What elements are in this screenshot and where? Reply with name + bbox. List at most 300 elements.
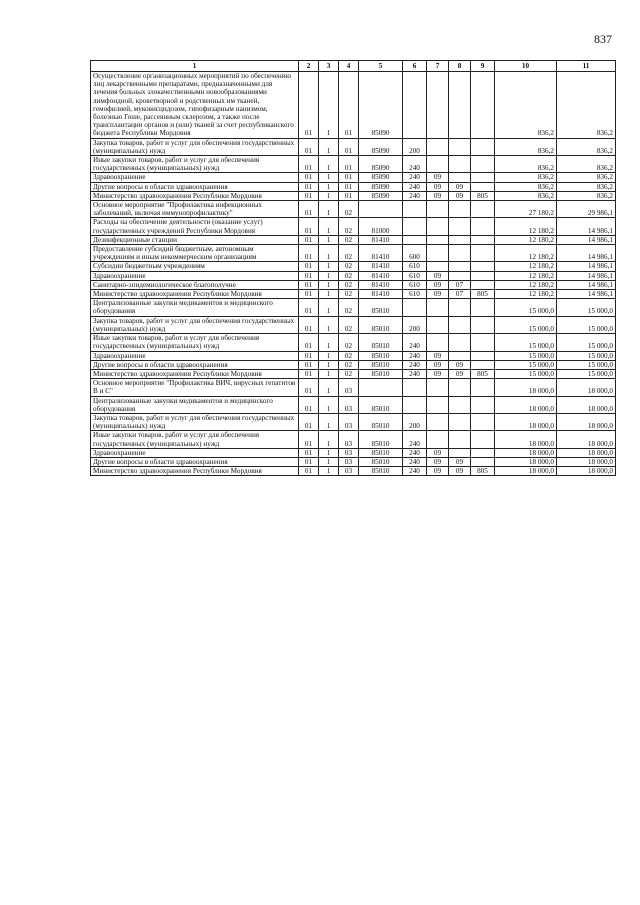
amount-year2-cell: 18 000,0 [557, 457, 616, 466]
ministry-code-cell [471, 72, 495, 139]
amount-year1-cell: 836,2 [495, 72, 557, 139]
amount-year2-cell: 15 000,0 [557, 334, 616, 351]
expense-type-cell: 240 [403, 156, 427, 173]
column-header: 2 [299, 61, 319, 72]
table-row [91, 280, 616, 289]
column-header: 1 [91, 61, 299, 72]
row-name-cell: Субсидии бюджетным учреждениям [91, 262, 299, 271]
subsection-cell: 09 [449, 467, 471, 476]
direction-code-cell: 85090 [359, 156, 403, 173]
subprogram-code-cell: 1 [319, 369, 339, 378]
amount-year1-cell: 27 180,2 [495, 201, 557, 218]
column-header: 10 [495, 61, 557, 72]
subprogram-code-cell: 1 [319, 448, 339, 457]
table-row [91, 271, 616, 280]
program-code-cell: 01 [299, 299, 319, 316]
column-header: 7 [427, 61, 449, 72]
program-code-cell: 01 [299, 396, 319, 413]
row-name-cell: Закупка товаров, работ и услуг для обеспечения государственных (муниципальных) нужд [91, 316, 299, 333]
direction-code-cell: 81000 [359, 218, 403, 235]
program-code-cell: 01 [299, 431, 319, 448]
ministry-code-cell: 805 [471, 369, 495, 378]
column-header: 3 [319, 61, 339, 72]
amount-year1-cell: 18 000,0 [495, 448, 557, 457]
section-cell [427, 218, 449, 235]
row-name-cell: Здравоохранение [91, 271, 299, 280]
subsection-cell [449, 448, 471, 457]
direction-code-cell: 81410 [359, 290, 403, 299]
section-cell [427, 156, 449, 173]
budget-table [90, 60, 616, 476]
row-name-cell: Предоставление субсидий бюджетным, автономным учреждениям и иным некоммерческим организациям [91, 245, 299, 262]
row-name-cell: Закупка товаров, работ и услуг для обеспечения государственных (муниципальных) нужд [91, 138, 299, 155]
subprogram-code-cell: 1 [319, 396, 339, 413]
row-name-cell: Централизованные закупки медикаментов и медицинского оборудования [91, 396, 299, 413]
section-cell: 09 [427, 280, 449, 289]
section-cell: 09 [427, 360, 449, 369]
event-code-cell: 01 [339, 191, 359, 200]
subprogram-code-cell: 1 [319, 271, 339, 280]
column-header: 11 [557, 61, 616, 72]
table-row [91, 182, 616, 191]
table-row [91, 235, 616, 244]
expense-type-cell: 200 [403, 413, 427, 430]
amount-year2-cell: 14 986,1 [557, 245, 616, 262]
amount-year2-cell: 836,2 [557, 173, 616, 182]
row-name-cell: Министерство здравоохранения Республики Мордовия [91, 467, 299, 476]
event-code-cell: 03 [339, 467, 359, 476]
amount-year1-cell: 18 000,0 [495, 457, 557, 466]
subsection-cell [449, 299, 471, 316]
direction-code-cell: 85010 [359, 360, 403, 369]
amount-year2-cell: 15 000,0 [557, 369, 616, 378]
amount-year2-cell: 15 000,0 [557, 316, 616, 333]
subprogram-code-cell: 1 [319, 457, 339, 466]
subsection-cell: 09 [449, 182, 471, 191]
amount-year1-cell: 15 000,0 [495, 334, 557, 351]
ministry-code-cell [471, 413, 495, 430]
amount-year1-cell: 836,2 [495, 191, 557, 200]
table-row [91, 201, 616, 218]
ministry-code-cell [471, 245, 495, 262]
event-code-cell: 02 [339, 235, 359, 244]
direction-code-cell: 85010 [359, 431, 403, 448]
program-code-cell: 01 [299, 173, 319, 182]
ministry-code-cell [471, 360, 495, 369]
subsection-cell: 09 [449, 360, 471, 369]
amount-year2-cell: 14 986,1 [557, 262, 616, 271]
amount-year1-cell: 18 000,0 [495, 396, 557, 413]
direction-code-cell: 85010 [359, 299, 403, 316]
table-row [91, 218, 616, 235]
direction-code-cell: 81410 [359, 262, 403, 271]
subsection-cell [449, 235, 471, 244]
event-code-cell: 02 [339, 334, 359, 351]
row-name-cell: Иные закупки товаров, работ и услуг для обеспечения государственных (муниципальных) нужд [91, 156, 299, 173]
program-code-cell: 01 [299, 235, 319, 244]
event-code-cell: 03 [339, 457, 359, 466]
subprogram-code-cell: 1 [319, 245, 339, 262]
subprogram-code-cell: 1 [319, 280, 339, 289]
amount-year2-cell: 14 986,1 [557, 280, 616, 289]
amount-year1-cell: 12 180,2 [495, 290, 557, 299]
program-code-cell: 01 [299, 271, 319, 280]
subsection-cell [449, 156, 471, 173]
program-code-cell: 01 [299, 280, 319, 289]
event-code-cell: 02 [339, 369, 359, 378]
amount-year2-cell: 18 000,0 [557, 413, 616, 430]
amount-year1-cell: 836,2 [495, 138, 557, 155]
expense-type-cell [403, 201, 427, 218]
subsection-cell [449, 431, 471, 448]
program-code-cell: 01 [299, 467, 319, 476]
ministry-code-cell [471, 262, 495, 271]
table-row [91, 245, 616, 262]
expense-type-cell: 610 [403, 262, 427, 271]
ministry-code-cell [471, 201, 495, 218]
program-code-cell: 01 [299, 262, 319, 271]
amount-year1-cell: 18 000,0 [495, 413, 557, 430]
row-name-cell: Другие вопросы в области здравоохранения [91, 457, 299, 466]
row-name-cell: Иные закупки товаров, работ и услуг для обеспечения государственных (муниципальных) нужд [91, 431, 299, 448]
event-code-cell: 03 [339, 396, 359, 413]
program-code-cell: 01 [299, 334, 319, 351]
table-row [91, 413, 616, 430]
ministry-code-cell [471, 280, 495, 289]
direction-code-cell: 81410 [359, 271, 403, 280]
amount-year1-cell: 18 000,0 [495, 467, 557, 476]
table-row [91, 467, 616, 476]
table-row [91, 138, 616, 155]
event-code-cell: 03 [339, 431, 359, 448]
amount-year1-cell: 836,2 [495, 156, 557, 173]
expense-type-cell: 240 [403, 173, 427, 182]
expense-type-cell: 240 [403, 457, 427, 466]
subprogram-code-cell: 1 [319, 360, 339, 369]
subprogram-code-cell: 1 [319, 138, 339, 155]
row-name-cell: Здравоохранение [91, 448, 299, 457]
amount-year2-cell: 18 000,0 [557, 379, 616, 396]
direction-code-cell [359, 201, 403, 218]
amount-year1-cell: 15 000,0 [495, 299, 557, 316]
direction-code-cell: 85010 [359, 316, 403, 333]
program-code-cell: 01 [299, 72, 319, 139]
row-name-cell: Основное мероприятие "Профилактика ВИЧ, вирусных гепатитов В и С" [91, 379, 299, 396]
expense-type-cell: 610 [403, 280, 427, 289]
section-cell [427, 396, 449, 413]
subsection-cell [449, 334, 471, 351]
direction-code-cell: 85010 [359, 467, 403, 476]
program-code-cell: 01 [299, 201, 319, 218]
event-code-cell: 03 [339, 448, 359, 457]
direction-code-cell: 85010 [359, 369, 403, 378]
subprogram-code-cell: 1 [319, 262, 339, 271]
table-row [91, 396, 616, 413]
table-row [91, 173, 616, 182]
amount-year1-cell: 18 000,0 [495, 379, 557, 396]
subprogram-code-cell: 1 [319, 235, 339, 244]
table-row [91, 262, 616, 271]
program-code-cell: 01 [299, 218, 319, 235]
table-row [91, 156, 616, 173]
subsection-cell [449, 245, 471, 262]
subprogram-code-cell: 1 [319, 182, 339, 191]
section-cell [427, 316, 449, 333]
direction-code-cell: 85090 [359, 138, 403, 155]
direction-code-cell: 85090 [359, 191, 403, 200]
ministry-code-cell [471, 235, 495, 244]
section-cell: 09 [427, 173, 449, 182]
amount-year2-cell: 15 000,0 [557, 351, 616, 360]
program-code-cell: 01 [299, 413, 319, 430]
section-cell: 09 [427, 467, 449, 476]
row-name-cell: Министерство здравоохранения Республики Мордовия [91, 290, 299, 299]
subsection-cell [449, 271, 471, 280]
section-cell: 09 [427, 457, 449, 466]
subprogram-code-cell: 1 [319, 191, 339, 200]
table-row [91, 290, 616, 299]
direction-code-cell: 85090 [359, 182, 403, 191]
expense-type-cell [403, 72, 427, 139]
amount-year2-cell: 836,2 [557, 72, 616, 139]
column-header: 4 [339, 61, 359, 72]
table-row [91, 379, 616, 396]
ministry-code-cell: 805 [471, 290, 495, 299]
section-cell: 09 [427, 351, 449, 360]
column-header: 9 [471, 61, 495, 72]
subprogram-code-cell: 1 [319, 201, 339, 218]
subsection-cell: 07 [449, 290, 471, 299]
subprogram-code-cell: 1 [319, 316, 339, 333]
ministry-code-cell [471, 271, 495, 280]
amount-year2-cell: 18 000,0 [557, 467, 616, 476]
ministry-code-cell [471, 138, 495, 155]
section-cell: 09 [427, 271, 449, 280]
ministry-code-cell [471, 334, 495, 351]
event-code-cell: 03 [339, 379, 359, 396]
ministry-code-cell [471, 351, 495, 360]
expense-type-cell: 240 [403, 351, 427, 360]
section-cell: 09 [427, 369, 449, 378]
table-row [91, 334, 616, 351]
section-cell: 09 [427, 191, 449, 200]
amount-year1-cell: 836,2 [495, 173, 557, 182]
direction-code-cell: 81410 [359, 280, 403, 289]
table-row [91, 431, 616, 448]
subprogram-code-cell: 1 [319, 290, 339, 299]
event-code-cell: 02 [339, 360, 359, 369]
ministry-code-cell [471, 431, 495, 448]
subsection-cell [449, 201, 471, 218]
amount-year1-cell: 15 000,0 [495, 369, 557, 378]
section-cell [427, 201, 449, 218]
subprogram-code-cell: 1 [319, 334, 339, 351]
subprogram-code-cell: 1 [319, 379, 339, 396]
direction-code-cell: 81410 [359, 235, 403, 244]
program-code-cell: 01 [299, 245, 319, 262]
table-row [91, 299, 616, 316]
amount-year2-cell: 836,2 [557, 191, 616, 200]
column-header: 8 [449, 61, 471, 72]
direction-code-cell: 85010 [359, 334, 403, 351]
section-cell: 09 [427, 448, 449, 457]
subprogram-code-cell: 1 [319, 467, 339, 476]
table-row [91, 191, 616, 200]
event-code-cell: 02 [339, 201, 359, 218]
ministry-code-cell [471, 156, 495, 173]
section-cell [427, 262, 449, 271]
program-code-cell: 01 [299, 448, 319, 457]
ministry-code-cell [471, 457, 495, 466]
section-cell [427, 413, 449, 430]
amount-year2-cell: 836,2 [557, 182, 616, 191]
section-cell [427, 431, 449, 448]
ministry-code-cell [471, 396, 495, 413]
expense-type-cell: 240 [403, 448, 427, 457]
program-code-cell: 01 [299, 156, 319, 173]
row-name-cell: Централизованные закупки медикаментов и медицинского оборудования [91, 299, 299, 316]
page-number: 837 [594, 32, 612, 46]
row-name-cell: Иные закупки товаров, работ и услуг для обеспечения государственных (муниципальных) нужд [91, 334, 299, 351]
event-code-cell: 01 [339, 138, 359, 155]
subsection-cell [449, 396, 471, 413]
table-row [91, 351, 616, 360]
table-row [91, 72, 616, 139]
amount-year1-cell: 12 180,2 [495, 218, 557, 235]
amount-year2-cell: 836,2 [557, 138, 616, 155]
subprogram-code-cell: 1 [319, 299, 339, 316]
event-code-cell: 01 [339, 173, 359, 182]
row-name-cell: Дезинфекционные станции [91, 235, 299, 244]
amount-year2-cell: 14 986,1 [557, 218, 616, 235]
table-row [91, 360, 616, 369]
event-code-cell: 02 [339, 290, 359, 299]
subsection-cell [449, 262, 471, 271]
amount-year1-cell: 15 000,0 [495, 351, 557, 360]
event-code-cell: 03 [339, 413, 359, 430]
column-header: 6 [403, 61, 427, 72]
amount-year1-cell: 15 000,0 [495, 360, 557, 369]
program-code-cell: 01 [299, 369, 319, 378]
section-cell [427, 299, 449, 316]
subsection-cell [449, 72, 471, 139]
section-cell [427, 235, 449, 244]
section-cell [427, 334, 449, 351]
expense-type-cell: 240 [403, 191, 427, 200]
section-cell [427, 72, 449, 139]
event-code-cell: 02 [339, 280, 359, 289]
section-cell [427, 138, 449, 155]
subsection-cell [449, 351, 471, 360]
amount-year1-cell: 18 000,0 [495, 431, 557, 448]
subprogram-code-cell: 1 [319, 72, 339, 139]
program-code-cell: 01 [299, 290, 319, 299]
expense-type-cell [403, 299, 427, 316]
ministry-code-cell [471, 379, 495, 396]
subsection-cell [449, 316, 471, 333]
subprogram-code-cell: 1 [319, 431, 339, 448]
program-code-cell: 01 [299, 316, 319, 333]
direction-code-cell: 85010 [359, 413, 403, 430]
ministry-code-cell [471, 173, 495, 182]
amount-year1-cell: 12 180,2 [495, 271, 557, 280]
expense-type-cell: 610 [403, 290, 427, 299]
section-cell [427, 245, 449, 262]
ministry-code-cell [471, 218, 495, 235]
expense-type-cell: 610 [403, 271, 427, 280]
event-code-cell: 02 [339, 316, 359, 333]
subsection-cell [449, 173, 471, 182]
expense-type-cell: 240 [403, 467, 427, 476]
subprogram-code-cell: 1 [319, 413, 339, 430]
section-cell [427, 379, 449, 396]
event-code-cell: 02 [339, 262, 359, 271]
expense-type-cell: 600 [403, 245, 427, 262]
amount-year1-cell: 836,2 [495, 182, 557, 191]
row-name-cell: Министерство здравоохранения Республики Мордовия [91, 369, 299, 378]
ministry-code-cell [471, 316, 495, 333]
expense-type-cell [403, 235, 427, 244]
ministry-code-cell [471, 299, 495, 316]
amount-year2-cell: 14 986,1 [557, 235, 616, 244]
amount-year1-cell: 12 180,2 [495, 235, 557, 244]
program-code-cell: 01 [299, 182, 319, 191]
amount-year2-cell: 15 000,0 [557, 360, 616, 369]
amount-year2-cell: 18 000,0 [557, 396, 616, 413]
amount-year2-cell: 14 986,1 [557, 271, 616, 280]
amount-year2-cell: 15 000,0 [557, 299, 616, 316]
amount-year2-cell: 29 986,1 [557, 201, 616, 218]
expense-type-cell [403, 218, 427, 235]
expense-type-cell: 200 [403, 316, 427, 333]
subsection-cell [449, 379, 471, 396]
expense-type-cell: 240 [403, 431, 427, 448]
section-cell: 09 [427, 182, 449, 191]
direction-code-cell: 81410 [359, 245, 403, 262]
program-code-cell: 01 [299, 379, 319, 396]
subsection-cell: 07 [449, 280, 471, 289]
row-name-cell: Другие вопросы в области здравоохранения [91, 182, 299, 191]
amount-year2-cell: 18 000,0 [557, 448, 616, 457]
row-name-cell: Осуществление организационных мероприятий по обеспечению лиц лекарственными препаратами, предназначенными для лечения больных злокачественными новообразованиями лимфоидной, кроветворной и родственных им тканей, гемофилией, муковисцидозом, гипофизарным нанизмом, болезнью Гоше, рассеянным склерозом, а также после трансплантации органов и (или) тканей за счет республиканского бюджета Республики Мордовия [91, 72, 299, 139]
expense-type-cell: 240 [403, 369, 427, 378]
table-row [91, 316, 616, 333]
program-code-cell: 01 [299, 138, 319, 155]
event-code-cell: 02 [339, 245, 359, 262]
row-name-cell: Другие вопросы в области здравоохранения [91, 360, 299, 369]
program-code-cell: 01 [299, 191, 319, 200]
ministry-code-cell: 805 [471, 191, 495, 200]
direction-code-cell [359, 379, 403, 396]
event-code-cell: 02 [339, 299, 359, 316]
subprogram-code-cell: 1 [319, 173, 339, 182]
table-row [91, 457, 616, 466]
expense-type-cell: 240 [403, 182, 427, 191]
column-header: 5 [359, 61, 403, 72]
subsection-cell [449, 413, 471, 430]
subsection-cell [449, 138, 471, 155]
row-name-cell: Закупка товаров, работ и услуг для обеспечения государственных (муниципальных) нужд [91, 413, 299, 430]
table-header-row [91, 61, 616, 72]
subsection-cell: 09 [449, 369, 471, 378]
amount-year2-cell: 836,2 [557, 156, 616, 173]
program-code-cell: 01 [299, 457, 319, 466]
subprogram-code-cell: 1 [319, 156, 339, 173]
ministry-code-cell [471, 182, 495, 191]
row-name-cell: Министерство здравоохранения Республики Мордовия [91, 191, 299, 200]
row-name-cell: Здравоохранение [91, 173, 299, 182]
direction-code-cell: 85090 [359, 173, 403, 182]
